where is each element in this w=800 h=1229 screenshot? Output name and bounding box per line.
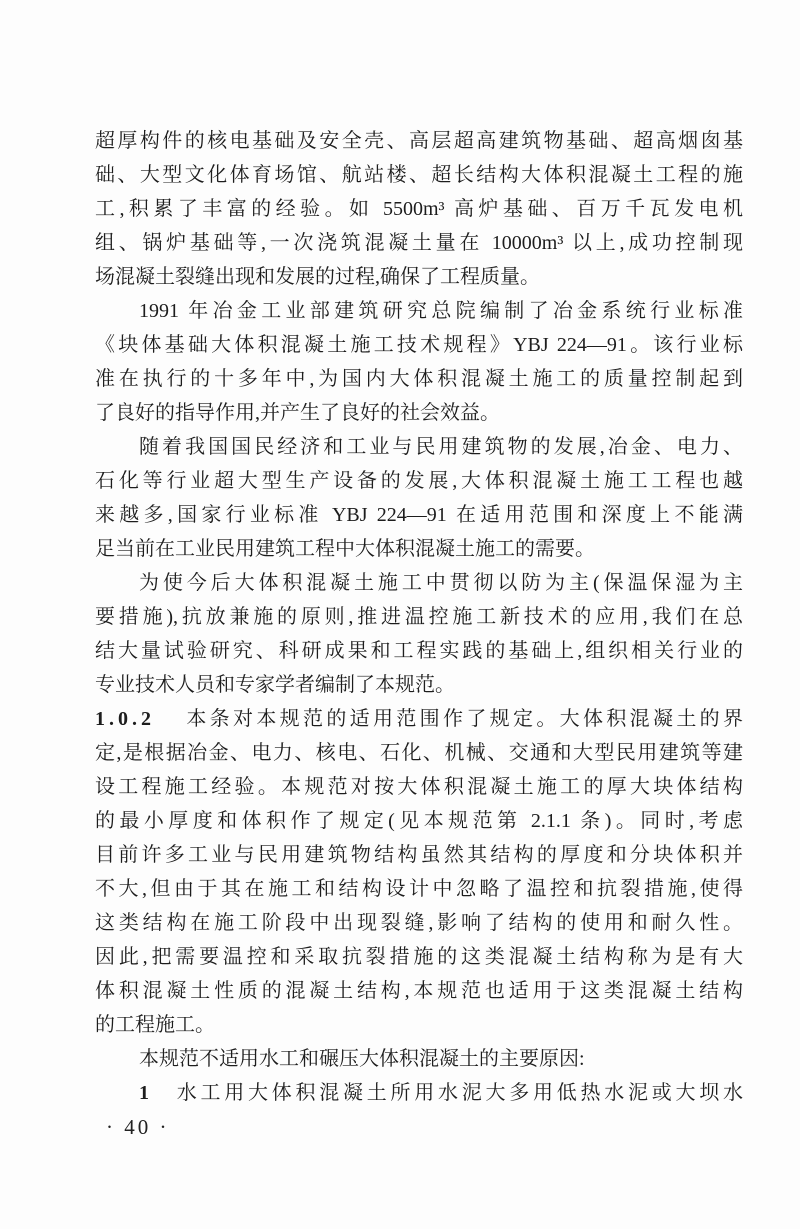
text-column — [95, 124, 743, 1110]
text-line: 组、锅炉基础等,一次浇筑混凝土量在 10000m³ 以上,成功控制现 — [95, 232, 743, 254]
paragraph-history — [95, 294, 743, 430]
text-line: 《块体基础大体积混凝土施工技术规程》YBJ 224—91。该行业标 — [95, 334, 743, 356]
text-line: 为使今后大体积混凝土施工中贯彻以防为主(保温保湿为主 — [139, 572, 743, 594]
list-item-text: 水工用大体积混凝土所用水泥大多用低热水泥或大坝水 — [173, 1082, 743, 1104]
text-line: 这类结构在施工阶段中出现裂缝,影响了结构的使用和耐久性。 — [95, 912, 743, 934]
text-line: 了良好的指导作用,并产生了良好的社会效益。 — [95, 402, 500, 424]
paragraph-development — [95, 430, 743, 566]
page-number: · 40 · — [106, 1115, 170, 1139]
paragraph-clause-1-0-2 — [95, 702, 743, 1042]
text-line: 来越多,国家行业标准 YBJ 224—91 在适用范围和深度上不能满 — [95, 504, 743, 526]
text-line: 体积混凝土性质的混凝土结构,本规范也适用于这类混凝土结构 — [95, 980, 743, 1002]
text-line: 超厚构件的核电基础及安全壳、高层超高建筑物基础、超高烟囱基 — [95, 130, 743, 152]
clause-number: 1.0.2 — [95, 708, 155, 730]
text-line: 目前许多工业与民用建筑物结构虽然其结构的厚度和分块体积并 — [95, 844, 743, 866]
text-line: 定,是根据冶金、电力、核电、石化、机械、交通和大型民用建筑等建 — [95, 742, 743, 764]
text-line: 设工程施工经验。本规范对按大体积混凝土施工的厚大块体结构 — [95, 776, 743, 798]
text-line: 的工程施工。 — [95, 1014, 215, 1036]
paragraph-list-item-1 — [95, 1076, 743, 1110]
text-line: 础、大型文化体育场馆、航站楼、超长结构大体积混凝土工程的施 — [95, 164, 743, 186]
text-line — [95, 1076, 743, 1110]
text-line: 随着我国国民经济和工业与民用建筑物的发展,冶金、电力、 — [139, 436, 743, 458]
text-line: 要措施),抗放兼施的原则,推进温控施工新技术的应用,我们在总 — [95, 606, 743, 628]
text-line: 足当前在工业民用建筑工程中大体积混凝土施工的需要。 — [95, 538, 595, 560]
text-line: 准在执行的十多年中,为国内大体积混凝土施工的质量控制起到 — [95, 368, 743, 390]
text-line: 1991 年冶金工业部建筑研究总院编制了冶金系统行业标准 — [139, 300, 743, 322]
text-line: 工,积累了丰富的经验。如 5500m³ 高炉基础、百万千瓦发电机 — [95, 198, 743, 220]
list-item-number: 1 — [139, 1082, 149, 1104]
text-line — [95, 702, 743, 736]
text-line: 石化等行业超大型生产设备的发展,大体积混凝土施工工程也越 — [95, 470, 743, 492]
text-line: 结大量试验研究、科研成果和工程实践的基础上,组织相关行业的 — [95, 640, 743, 662]
clause-text: 本条对本规范的适用范围作了规定。大体积混凝土的界 — [183, 708, 743, 730]
text-line: 不大,但由于其在施工和结构设计中忽略了温控和抗裂措施,使得 — [95, 878, 743, 900]
text-line: 因此,把需要温控和采取抗裂措施的这类混凝土结构称为是有大 — [95, 946, 743, 968]
text-line: 的最小厚度和体积作了规定(见本规范第 2.1.1 条)。同时,考虑 — [95, 810, 743, 832]
paragraph-reasons-leadin — [95, 1042, 743, 1076]
paragraph-continuation — [95, 124, 743, 294]
text-line: 本规范不适用水工和碾压大体积混凝土的主要原因: — [139, 1048, 585, 1070]
text-line: 场混凝土裂缝出现和发展的过程,确保了工程质量。 — [95, 266, 540, 288]
paragraph-purpose — [95, 566, 743, 702]
text-line: 专业技术人员和专家学者编制了本规范。 — [95, 674, 455, 696]
